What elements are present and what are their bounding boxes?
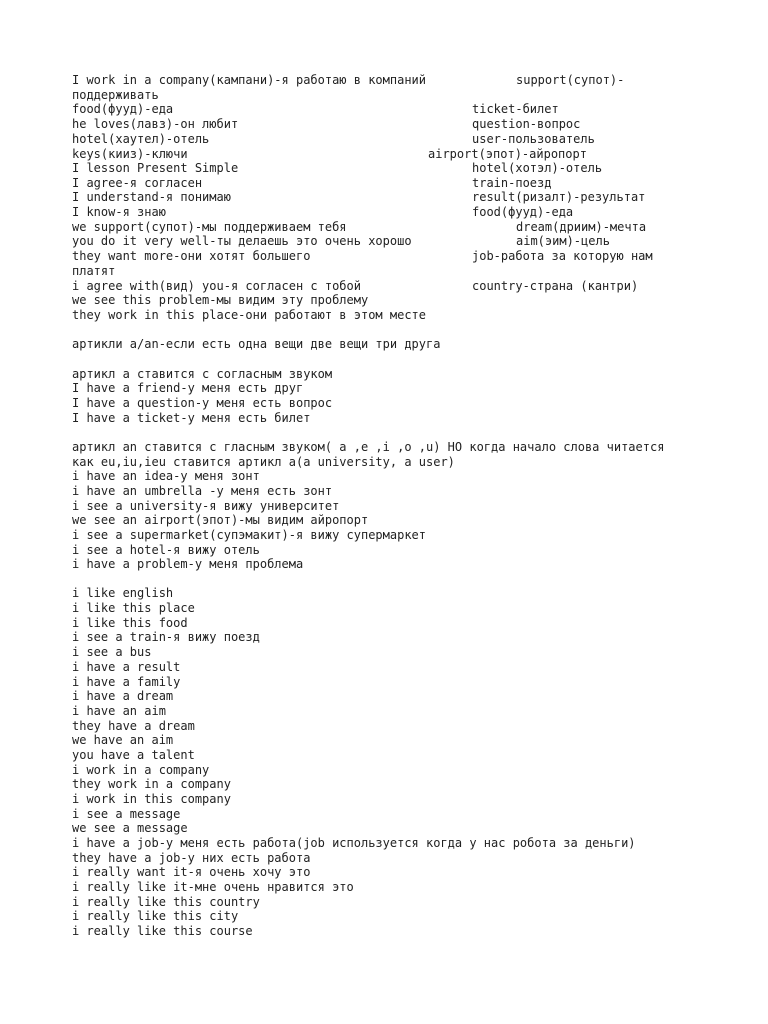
vocab-left-14: we see this problem-мы видим эту проблему	[72, 293, 369, 307]
vocab-left-1: I work in a company(кампани)-я работаю в компаний	[72, 73, 427, 87]
example-line: we see a message	[72, 821, 188, 835]
example-line: i like this place	[72, 601, 195, 615]
example-line: they have a job-у них есть работа	[72, 851, 311, 865]
example-line: i have a result	[72, 660, 181, 674]
vocab-right-11: aim(эим)-цель	[516, 234, 610, 248]
article-a-line: I have a question-у меня есть вопрос	[72, 396, 333, 410]
example-line: i really like it-мне очень нравится это	[72, 880, 354, 894]
example-line: i see a message	[72, 807, 181, 821]
articles-heading: артикли a/an-если есть одна вещи две вещи три друга	[72, 337, 441, 351]
example-line: i really want it-я очень хочу это	[72, 865, 311, 879]
article-an-line: i have an idea-у меня зонт	[72, 469, 260, 483]
vocab-left-12: they want more-они хотят большего	[72, 249, 311, 263]
article-an-line: i see a university-я вижу университет	[72, 499, 340, 513]
article-an-line: we see an airport(эпот)-мы видим айропорт	[72, 513, 369, 527]
vocab-right-6: hotel(хотэл)-отель	[472, 161, 603, 175]
vocab-left-15: they work in this place-они работают в этом месте	[72, 308, 427, 322]
article-an-line: i see a supermarket(супэмакит)-я вижу супермаркет	[72, 528, 427, 542]
article-a-line: I have a ticket-у меня есть билет	[72, 411, 311, 425]
example-line: you have a talent	[72, 748, 195, 762]
article-an-heading: артикл an ставится с гласным звуком( a ,e ,i ,o ,u) НО когда начало слова читается	[72, 440, 665, 454]
vocab-right-9: food(фууд)-еда	[472, 205, 574, 219]
example-line: i work in this company	[72, 792, 231, 806]
vocab-right-10: dream(дриим)-мечта	[516, 220, 647, 234]
vocab-right-4: user-пользователь	[472, 132, 595, 146]
vocab-right-13: country-страна (кантри)	[472, 279, 639, 293]
example-line: i like english	[72, 586, 174, 600]
vocab-right-1: support(супот)-	[516, 73, 625, 87]
example-line: i really like this city	[72, 909, 239, 923]
vocab-right-8: result(ризалт)-результат	[472, 190, 646, 204]
example-line: we have an aim	[72, 733, 174, 747]
vocab-left-12-cont: платят	[72, 264, 116, 278]
vocab-left-10: we support(супот)-мы поддерживаем тебя	[72, 220, 347, 234]
example-line: i really like this country	[72, 895, 260, 909]
vocab-left-7: I agree-я согласен	[72, 176, 203, 190]
example-line: i have a job-у меня есть работа(job используется когда у нас робота за деньги)	[72, 836, 636, 850]
vocab-left-6: I lesson Present Simple	[72, 161, 239, 175]
article-an-heading-cont: как eu,iu,ieu ставится артикл a(a university, a user)	[72, 455, 455, 469]
example-line: i see a bus	[72, 645, 152, 659]
article-a-heading: артикл a ставится с согласным звуком	[72, 367, 333, 381]
article-a-line: I have a friend-у меня есть друг	[72, 381, 304, 395]
article-an-line: i have a problem-у меня проблема	[72, 557, 304, 571]
vocab-left-4: hotel(хаутел)-отель	[72, 132, 210, 146]
vocab-left-9: I know-я знаю	[72, 205, 166, 219]
vocab-left-1-cont: поддерживать	[72, 88, 159, 102]
example-line: i work in a company	[72, 763, 210, 777]
vocab-left-5: keys(кииз)-ключи	[72, 147, 188, 161]
example-line: i see a train-я вижу поезд	[72, 630, 260, 644]
article-an-line: i have an umbrella -у меня есть зонт	[72, 484, 333, 498]
vocab-right-3: question-вопрос	[472, 117, 581, 131]
vocab-right-12: job-работа за которую нам	[472, 249, 653, 263]
article-an-line: i see a hotel-я вижу отель	[72, 543, 260, 557]
vocab-left-11: you do it very well-ты делаешь это очень хорошо	[72, 234, 412, 248]
example-line: i have a family	[72, 675, 181, 689]
vocab-right-2: ticket-билет	[472, 102, 559, 116]
vocab-left-2: food(фууд)-еда	[72, 102, 174, 116]
example-line: they have a dream	[72, 719, 195, 733]
vocab-right-7: train-поезд	[472, 176, 552, 190]
vocab-right-5: airport(эпот)-айропорт	[428, 147, 587, 161]
vocab-left-13: i agree with(вид) you-я согласен с тобой	[72, 279, 361, 293]
vocab-left-3: he loves(лавз)-он любит	[72, 117, 239, 131]
example-line: i have a dream	[72, 689, 174, 703]
example-line: they work in a company	[72, 777, 231, 791]
example-line: i have an aim	[72, 704, 166, 718]
vocab-left-8: I understand-я понимаю	[72, 190, 231, 204]
example-line: i really like this course	[72, 924, 253, 938]
example-line: i like this food	[72, 616, 188, 630]
